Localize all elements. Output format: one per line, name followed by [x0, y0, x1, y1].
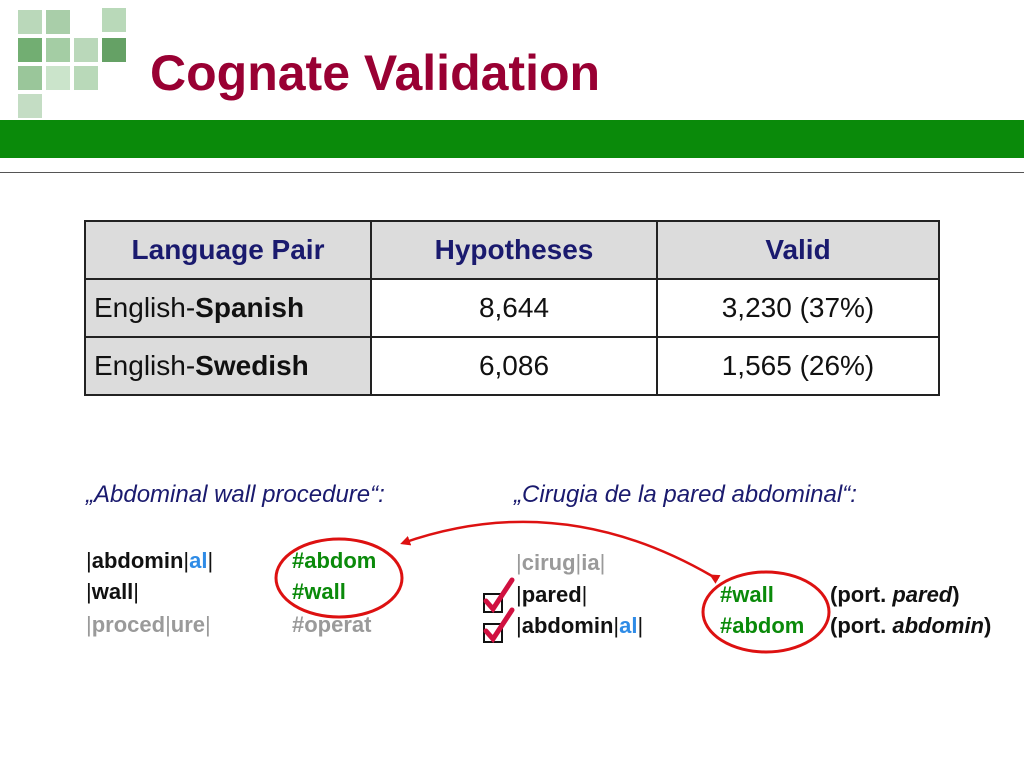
logo-square: [46, 10, 70, 34]
right-word: [516, 582, 587, 608]
right-word: [516, 550, 605, 576]
pair-language: Swedish: [195, 350, 309, 381]
header-hypotheses: Hypotheses: [371, 221, 657, 279]
logo-square: [74, 66, 98, 90]
word-root: pared: [521, 582, 582, 607]
logo-square: [18, 10, 42, 34]
pipe: |: [205, 612, 211, 637]
pair-prefix: English-: [94, 350, 196, 381]
logo-square: [102, 38, 126, 62]
table-row: [85, 337, 939, 395]
checkbox-icon: [484, 610, 512, 642]
cell-hypotheses: 8,644: [371, 279, 657, 337]
page-title: Cognate Validation: [150, 45, 601, 101]
left-tag: #wall: [292, 579, 346, 604]
logo-square: [18, 66, 42, 90]
checkbox-icon: [484, 580, 512, 612]
pipe: |: [86, 612, 92, 637]
word-root: abdomin: [521, 613, 614, 638]
cell-valid: 3,230 (37%): [657, 279, 939, 337]
left-word: [86, 548, 213, 574]
logo-mosaic: [18, 8, 128, 118]
pipe: |: [581, 582, 588, 607]
gloss-word: pared: [892, 582, 953, 607]
pair-language: Spanish: [195, 292, 305, 323]
pipe: |: [599, 550, 606, 575]
logo-square: [46, 38, 70, 62]
header-valid: Valid: [657, 221, 939, 279]
portuguese-gloss: [830, 582, 960, 608]
logo-square: [74, 38, 98, 62]
right-caption: „Cirugia de la pared abdominal“:: [514, 481, 857, 508]
pair-prefix: English-: [94, 292, 196, 323]
word-suffix: ia: [581, 550, 600, 575]
pipe: |: [86, 579, 92, 604]
gloss-close: ): [984, 613, 992, 638]
right-tag: #wall: [720, 582, 774, 607]
results-table: [84, 220, 940, 396]
word-suffix: al: [189, 548, 208, 573]
header-language-pair: Language Pair: [85, 221, 371, 279]
left-caption: „Abdominal wall procedure“:: [86, 481, 385, 508]
cell-language-pair: [85, 279, 371, 337]
gloss-prefix: (port.: [830, 582, 893, 607]
pipe: |: [637, 613, 644, 638]
logo-square: [18, 38, 42, 62]
right-tag: #abdom: [720, 613, 805, 638]
gloss-word: abdomin: [892, 613, 984, 638]
portuguese-gloss: [830, 613, 991, 639]
pipe: |: [516, 582, 522, 607]
pipe: |: [86, 548, 92, 573]
word-root: wall: [91, 579, 134, 604]
gloss-close: ): [952, 582, 960, 607]
pipe: |: [183, 548, 190, 573]
pipe: |: [516, 550, 522, 575]
word-root: cirug: [521, 550, 576, 575]
word-root: proced: [91, 612, 166, 637]
word-suffix: al: [619, 613, 638, 638]
logo-square: [18, 94, 42, 118]
pipe: |: [133, 579, 140, 604]
left-tag: #abdom: [292, 548, 377, 573]
pipe: |: [207, 548, 214, 573]
table-row: [85, 279, 939, 337]
pipe: |: [516, 613, 522, 638]
pipe: |: [575, 550, 582, 575]
left-tag: #operat: [292, 612, 372, 637]
logo-square: [46, 66, 70, 90]
logo-square: [102, 8, 126, 32]
header-bar: [0, 120, 1024, 158]
pipe: |: [613, 613, 620, 638]
cell-valid: 1,565 (26%): [657, 337, 939, 395]
right-word: [516, 613, 643, 639]
pipe: |: [165, 612, 171, 637]
word-root: abdomin: [91, 548, 184, 573]
cell-language-pair: [85, 337, 371, 395]
gloss-prefix: (port.: [830, 613, 893, 638]
cell-hypotheses: 6,086: [371, 337, 657, 395]
left-word: [86, 579, 139, 605]
table-header-row: [85, 221, 939, 279]
word-suffix: ure: [170, 612, 206, 637]
divider: [0, 172, 1024, 173]
left-word: [86, 612, 211, 638]
